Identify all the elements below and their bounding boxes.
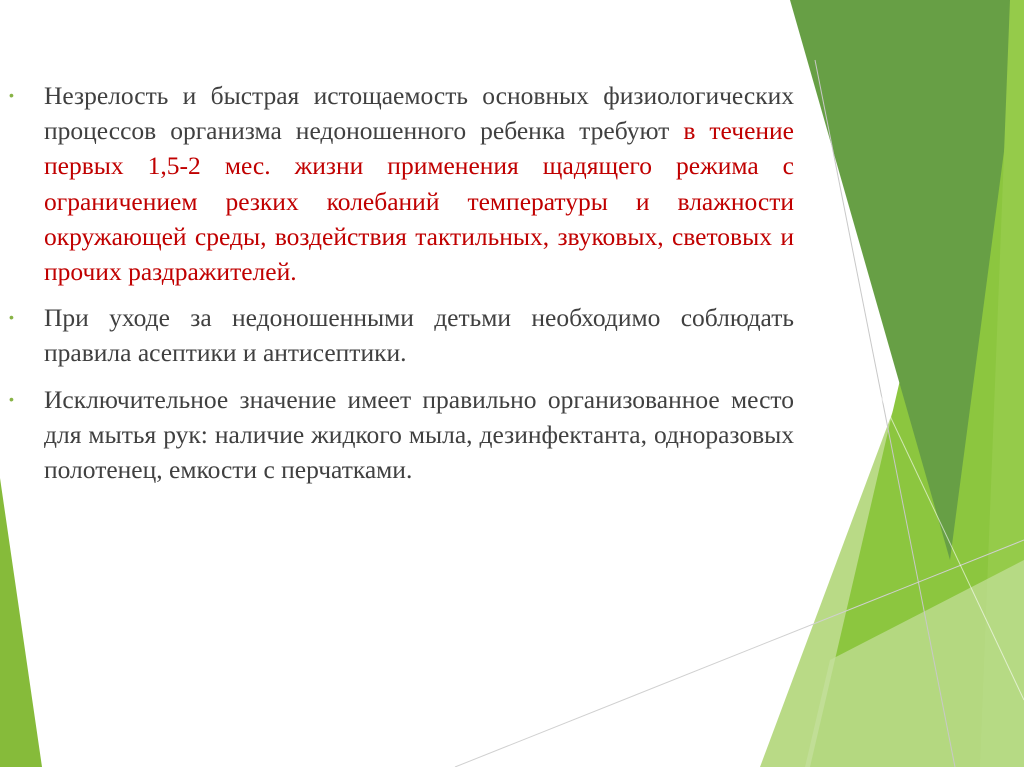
bullet-item-3 [0, 382, 800, 488]
bullet-item-2 [0, 300, 800, 370]
bullet-marker: • [9, 87, 14, 103]
bullet-marker: • [9, 309, 14, 326]
bullet-list [0, 78, 800, 498]
bullet-item-1 [0, 78, 800, 289]
bullet-text-1-highlight: в течение первых 1,5-2 мес. жизни применения щадящего режима с ограничением резких колебаний температуры и влажности окружающей среды, воздействия тактильных, звуковых, световых и прочих раздражителей. [44, 116, 794, 287]
bullet-text-1 [44, 78, 794, 289]
left-green-sliver [0, 478, 42, 767]
bullet-text-1-normal: Незрелость и быстрая истощаемость основных физиологических процессов организма недоношенного ребенка требуют [44, 81, 794, 146]
bullet-text-3: Исключительное значение имеет правильно организованное место для мытья рук: наличие жидкого мыла, дезинфектанта, одноразовых полотенец, емкости с перчатками. [44, 384, 794, 485]
bullet-text-2: При уходе за недоношенными детьми необходимо соблюдать правила асептики и антисептики. [44, 303, 794, 368]
bullet-marker: • [9, 390, 14, 407]
